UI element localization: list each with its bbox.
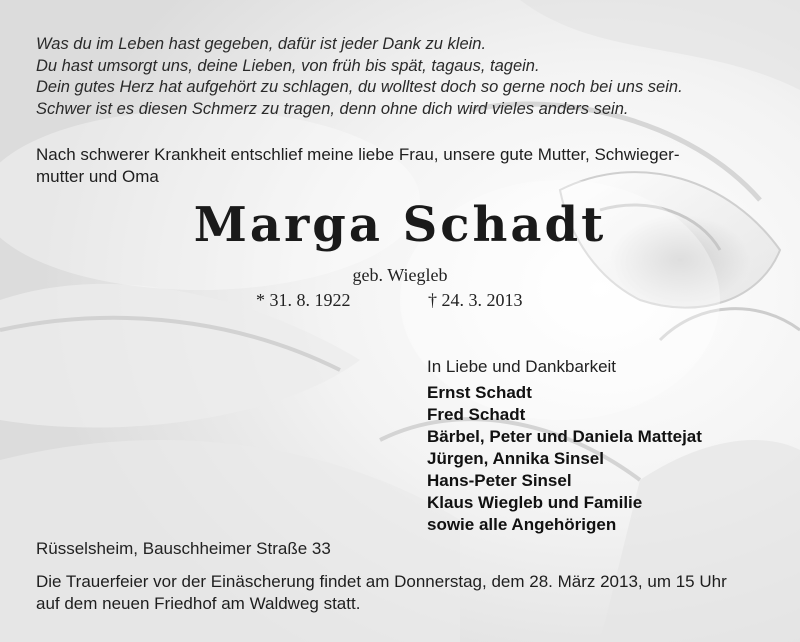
maiden-name: geb. Wiegleb: [352, 265, 448, 285]
funeral-notice: [36, 571, 776, 615]
poem-line: Dein gutes Herz hat aufgehört zu schlagen, du wolltest doch so gerne noch bei uns sein.: [36, 78, 683, 96]
poem: [36, 34, 776, 120]
poem-line: Du hast umsorgt uns, deine Lieben, von früh bis spät, tagaus, tagein.: [36, 56, 540, 75]
mourner-name: Jürgen, Annika Sinsel: [427, 449, 604, 468]
mourner-name: Hans-Peter Sinsel: [427, 471, 572, 490]
mourner-name: Ernst Schadt: [427, 383, 532, 402]
poem-line: Was du im Leben hast gegeben, dafür ist jeder Dank zu klein.: [36, 35, 487, 53]
funeral-line: Die Trauerfeier vor der Einäscherung findet am Donnerstag, dem 28. März 2013, um 15 Uhr: [36, 572, 727, 591]
death-date: † 24. 3. 2013: [428, 290, 523, 310]
intro-line: Nach schwerer Krankheit entschlief meine liebe Frau, unsere gute Mutter, Schwieger-: [36, 145, 680, 164]
mourners-block: [427, 356, 787, 536]
mourners-heading: In Liebe und Dankbarkeit: [427, 357, 617, 376]
mourner-name: Klaus Wiegleb und Familie: [427, 493, 643, 512]
mourner-name: Fred Schadt: [427, 405, 526, 424]
intro-line: mutter und Oma: [36, 166, 159, 186]
funeral-line: auf dem neuen Friedhof am Waldweg statt.: [36, 594, 361, 613]
birth-date: * 31. 8. 1922: [256, 290, 351, 310]
family-address: Rüsselsheim, Bauschheimer Straße 33: [36, 539, 331, 558]
poem-line: Schwer ist es diesen Schmerz zu tragen, denn ohne dich wird vieles anders sein.: [36, 99, 629, 118]
death-announcement-text: [36, 144, 776, 187]
mourner-name: sowie alle Angehörigen: [427, 515, 617, 534]
deceased-name: Marga Schadt: [193, 197, 607, 253]
mourner-name: Bärbel, Peter und Daniela Mattejat: [427, 427, 702, 446]
